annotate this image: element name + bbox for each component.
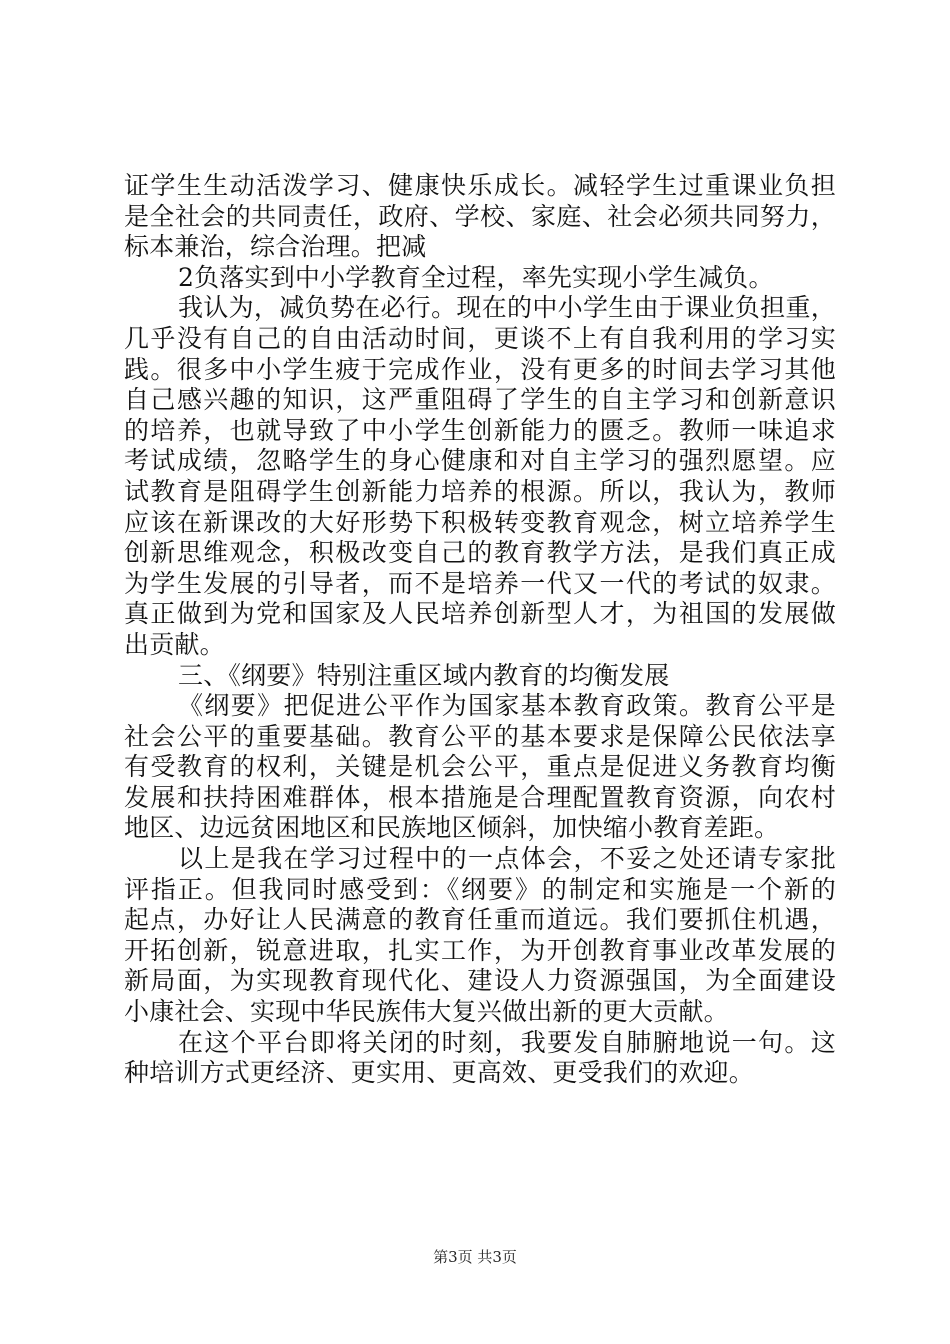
text-line: 创新思维观念，积极改变自己的教育教学方法，是我们真正成	[124, 538, 836, 568]
text-line: 评指正。但我同时感受到：《纲要》的制定和实施是一个新的	[124, 874, 836, 904]
text-line: 是全社会的共同责任，政府、学校、家庭、社会必须共同努力，	[124, 201, 836, 231]
text-line: 小康社会、实现中华民族伟大复兴做出新的更大贡献。	[124, 997, 729, 1027]
text-line: 几乎没有自己的自由活动时间，更谈不上有自我利用的学习实	[124, 323, 836, 353]
text-line: 践。很多中小学生疲于完成作业，没有更多的时间去学习其他	[124, 354, 836, 384]
text-line: 的培养，也就导致了中小学生创新能力的匮乏。教师一味追求	[124, 415, 836, 445]
text-line: 有受教育的权利，关键是机会公平，重点是促进义务教育均衡	[124, 752, 836, 782]
text-line: 三、《纲要》特别注重区域内教育的均衡发展	[178, 660, 670, 690]
text-line: 我认为，减负势在必行。现在的中小学生由于课业负担重，	[178, 293, 836, 323]
text-line: 新局面，为实现教育现代化、建设人力资源强国，为全面建设	[124, 966, 836, 996]
text-line: 以上是我在学习过程中的一点体会，不妥之处还请专家批	[178, 844, 836, 874]
text-line: 应该在新课改的大好形势下积极转变教育观念，树立培养学生	[124, 507, 836, 537]
text-line: 2负落实到中小学教育全过程，率先实现小学生减负。	[178, 262, 774, 292]
text-line: 为学生发展的引导者，而不是培养一代又一代的考试的奴隶。	[124, 568, 836, 598]
text-line: 标本兼治，综合治理。把减	[124, 232, 427, 262]
text-line: 在这个平台即将关闭的时刻，我要发自肺腑地说一句。这	[178, 1027, 836, 1057]
text-line: 地区、边远贫困地区和民族地区倾斜，加快缩小教育差距。	[124, 813, 780, 843]
text-line: 《纲要》把促进公平作为国家基本教育政策。教育公平是	[178, 691, 836, 721]
text-line: 证学生生动活泼学习、健康快乐成长。减轻学生过重课业负担	[124, 171, 836, 200]
text-line: 开拓创新，锐意进取，扎实工作，为开创教育事业改革发展的	[124, 935, 836, 965]
text-line: 考试成绩，忽略学生的身心健康和对自主学习的强烈愿望。应	[124, 446, 836, 476]
text-line: 种培训方式更经济、更实用、更高效、更受我们的欢迎。	[124, 1058, 755, 1088]
text-line: 出贡献。	[124, 629, 225, 659]
text-line: 试教育是阻碍学生创新能力培养的根源。所以，我认为，教师	[124, 476, 836, 506]
text-line: 起点，办好让人民满意的教育任重而道远。我们要抓住机遇，	[124, 905, 836, 935]
text-line: 自己感兴趣的知识，这严重阻碍了学生的自主学习和创新意识	[124, 385, 836, 415]
text-line: 社会公平的重要基础。教育公平的基本要求是保障公民依法享	[124, 721, 836, 751]
text-line: 真正做到为党和国家及人民培养创新型人才，为祖国的发展做	[124, 599, 836, 629]
text-line: 发展和扶持困难群体，根本措施是合理配置教育资源，向农村	[124, 782, 836, 812]
document-body	[124, 171, 836, 1089]
page-footer: 第3页 共3页	[433, 1248, 517, 1266]
